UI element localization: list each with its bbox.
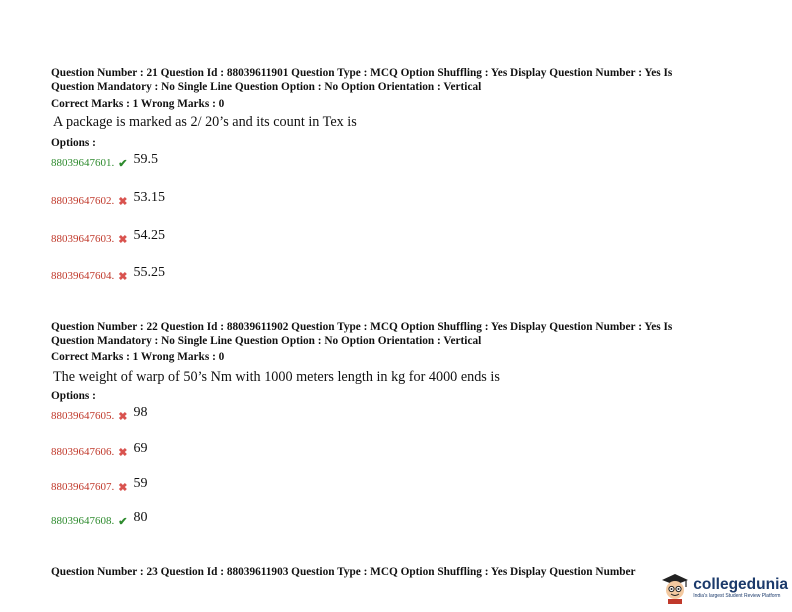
option-value: 80: [133, 510, 148, 525]
question-meta-line-1: Question Number : 21 Question Id : 88039611901 Question Type : MCQ Option Shuffling : Yes Display Question Number : Yes Is: [51, 67, 673, 79]
option-id: 88039647608.: [51, 515, 115, 527]
check-icon: ✔: [118, 157, 128, 170]
option-id: 88039647607.: [51, 481, 115, 493]
check-icon: ✔: [118, 515, 128, 528]
option-value: 69: [133, 441, 148, 456]
question-21-meta: [51, 66, 731, 94]
option-value: 53.15: [133, 190, 165, 205]
option-id: 88039647601.: [51, 157, 115, 169]
option-value: 59.5: [133, 152, 158, 167]
collegedunia-logo: [660, 572, 788, 604]
question-21-options-label: Options :: [51, 137, 96, 149]
question-22-options-label: Options :: [51, 390, 96, 402]
cross-icon: ✖: [118, 481, 128, 494]
question-meta-line-1: Question Number : 22 Question Id : 88039611902 Question Type : MCQ Option Shuffling : Yes Display Question Number : Yes Is: [51, 321, 673, 333]
logo-brand-text: collegedunia: [693, 576, 788, 593]
question-21-text: A package is marked as 2/ 20’s and its count in Tex is: [53, 114, 357, 130]
option-value: 59: [133, 476, 148, 491]
cross-icon: ✖: [118, 233, 128, 246]
cross-icon: ✖: [118, 195, 128, 208]
question-meta-line-2: Question Mandatory : No Single Line Question Option : No Option Orientation : Vertical: [51, 335, 482, 347]
option-id: 88039647606.: [51, 446, 115, 458]
logo-tagline: India's largest Student Review Platform: [693, 593, 781, 599]
option-id: 88039647603.: [51, 233, 115, 245]
option-88039647601: [51, 152, 158, 171]
option-id: 88039647602.: [51, 195, 115, 207]
cross-icon: ✖: [118, 446, 128, 459]
cross-icon: ✖: [118, 270, 128, 283]
option-id: 88039647605.: [51, 410, 115, 422]
option-88039647603: [51, 228, 165, 247]
option-value: 98: [133, 405, 148, 420]
question-21-marks: Correct Marks : 1 Wrong Marks : 0: [51, 98, 225, 110]
student-mascot-icon: [660, 572, 690, 604]
question-22-text: The weight of warp of 50’s Nm with 1000 meters length in kg for 4000 ends is: [53, 369, 500, 385]
option-value: 54.25: [133, 228, 165, 243]
question-22-marks: Correct Marks : 1 Wrong Marks : 0: [51, 351, 225, 363]
question-meta-line-2: Question Mandatory : No Single Line Question Option : No Option Orientation : Vertical: [51, 81, 482, 93]
question-22-meta: [51, 320, 731, 348]
question-23-meta: Question Number : 23 Question Id : 88039611903 Question Type : MCQ Option Shuffling : Yes Display Question Number: [51, 566, 636, 578]
option-88039647605: [51, 405, 148, 424]
cross-icon: ✖: [118, 410, 128, 423]
option-id: 88039647604.: [51, 270, 115, 282]
option-value: 55.25: [133, 265, 165, 280]
option-88039647602: [51, 190, 165, 209]
option-88039647606: [51, 441, 148, 460]
option-88039647608: [51, 510, 148, 529]
option-88039647607: [51, 476, 148, 495]
option-88039647604: [51, 265, 165, 284]
